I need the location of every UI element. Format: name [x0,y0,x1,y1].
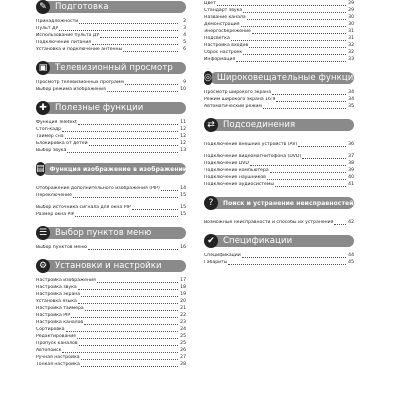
toc-entry-label: Спецификации [204,253,241,258]
toc-entry[interactable] [204,7,354,14]
page-number: 23 [180,320,186,325]
dot-leader [267,179,346,180]
section-title: Подготовка [55,2,109,12]
toc-entry[interactable] [36,211,186,218]
toc-entry[interactable] [36,32,186,39]
dot-leader [302,158,346,159]
page-number: 14 [180,186,186,191]
page-number: 30 [348,15,354,20]
toc-entry[interactable] [36,39,186,46]
page-number: 31 [348,36,354,41]
toc-entry[interactable] [204,56,354,63]
toc-entry[interactable] [204,160,354,167]
dot-leader [275,186,346,187]
toc-entry-label: Пропуск каналов [36,341,78,346]
toc-entry-label: Возможные неисправности и способы их устранения [204,220,334,225]
dot-leader [66,331,178,332]
page-number: 12 [180,127,186,132]
toc-section [36,61,186,93]
section-title: Подсоединения [223,120,296,130]
toc-entry-label: Название канала [204,15,246,20]
page-number: 24 [180,327,186,332]
dot-leader [247,19,346,20]
dot-leader [81,366,178,367]
toc-entry-label: Стоп-кадр [36,127,62,132]
toc-entry[interactable] [36,133,186,140]
toc-section [36,101,186,154]
page-number: 29 [348,1,354,6]
page-number: 30 [348,22,354,27]
dot-leader [100,37,178,38]
toc-entry[interactable] [36,305,186,312]
toc-entry[interactable] [204,89,354,96]
page-number: 11 [180,120,186,125]
toc-entry-label: Принадлежности [36,19,79,24]
plus-icon: ✚ [36,101,50,115]
toc-entry[interactable] [36,25,186,32]
page-number: 26 [180,348,186,353]
dot-leader [81,296,178,297]
check-icon: ✔ [204,234,218,248]
page-number: 13 [180,148,186,153]
toc-entry-label: Подключение наушников [204,175,266,180]
toc-entry-label: Подключение аудиосистемы [204,182,274,187]
dot-leader [73,197,178,198]
dot-leader [79,345,178,346]
page-number: 40 [348,175,354,180]
section-header [204,71,360,85]
toc-entry-label: Подключение внешних устройств (AV) [204,142,298,147]
dot-leader [107,91,178,92]
dot-leader [84,324,178,325]
toc-entry-label: Настройка каналов [36,320,84,325]
page-number: 27 [180,355,186,360]
dot-leader [270,172,346,173]
toc-entry[interactable] [36,46,186,53]
section-title: Выбор пунктов меню [55,228,152,238]
toc-entry[interactable] [204,259,354,266]
toc-entry-label: Стандарт звука [204,8,243,13]
toc-entry[interactable] [204,28,354,35]
toc-section [204,71,360,110]
dot-leader [78,124,178,125]
toc-entry-label: Выбор источника сигнала для окна PIP [36,205,131,210]
page-number: 35 [348,104,354,109]
toc-entry-label: Блокировка от детей [36,141,88,146]
toc-entry[interactable] [36,347,186,354]
toc-entry[interactable] [36,199,186,211]
dot-leader [217,5,346,6]
dot-leader [276,101,346,102]
page-number: 32 [348,50,354,55]
page-number: 31 [348,29,354,34]
toc-entry[interactable] [36,319,186,326]
section-header [36,101,186,115]
right-column [204,0,360,274]
toc-entry[interactable] [36,277,186,284]
dot-leader [123,51,178,52]
dot-leader [298,146,346,147]
toc-entry-label: Настройка таймера [36,306,84,311]
page-number: 36 [348,142,354,147]
dot-leader [77,338,178,339]
toc-entry[interactable] [36,119,186,126]
toc-section [36,226,186,251]
page-number: 12 [180,141,186,146]
dot-leader [243,54,346,55]
dot-leader [228,264,346,265]
dot-leader [125,84,178,85]
toc-entry-label: Настройка звука [36,285,77,290]
dot-leader [71,317,178,318]
section-title: Установки и настройки [55,261,162,271]
page-number: 16 [180,245,186,250]
pencil-icon: ✎ [36,0,50,14]
toc-entry[interactable] [204,136,354,148]
toc-section [36,259,186,368]
page-number: 32 [348,43,354,48]
page-number: 15 [180,193,186,198]
page-number: 25 [180,341,186,346]
toc-entry-label: Размер окна PIP [36,212,75,217]
toc-entry-label: Редактирование [36,334,77,339]
dot-leader [92,44,178,45]
toc-entry-label: Настройка входов [204,43,249,48]
dot-leader [88,249,178,250]
section-title: Телевизионный просмотр [55,63,173,73]
toc-section [36,162,207,218]
toc-entry-label: Настройка экрана [36,292,81,297]
toc-entry-label: Настройка изображения [36,278,96,283]
gear-icon: ⚙ [36,259,50,273]
page-number: 37 [348,154,354,159]
page-number: 34 [348,97,354,102]
page-number: 44 [348,253,354,258]
dot-leader [65,138,178,139]
toc-entry-label: Функция Teletext [36,120,77,125]
page-number: 19 [180,292,186,297]
section-header [36,226,186,240]
dot-leader [242,257,346,258]
toc-entry[interactable] [204,214,354,226]
toc-entry[interactable] [36,326,186,333]
toc-entry[interactable] [36,86,186,93]
toc-entry[interactable] [36,79,186,86]
page-number: 45 [348,260,354,265]
toc-entry-label: Установка языка [36,299,77,304]
toc-entry-label: Подключение видеомагнитофона (DVD) [204,154,302,159]
page-number: 17 [180,278,186,283]
section-header [36,61,186,75]
dot-leader [62,131,178,132]
section-title: Полезные функции [55,103,144,113]
toc-entry-label: Выбор режима изображения [36,87,106,92]
dot-leader [97,282,178,283]
toc-entry[interactable] [36,333,186,340]
toc-entry-label: Пульт ДУ [36,26,59,31]
toc-entry[interactable] [204,252,354,259]
toc-entry-label: Настройка PIP [36,313,71,318]
toc-entry[interactable] [204,49,354,56]
toc-entry-label: Подключение компьютера [204,168,269,173]
toc-entry[interactable] [36,192,186,199]
dot-leader [59,30,178,31]
page-number: 12 [180,134,186,139]
toc-entry-label: Режим широкого экрана 16:9 [204,97,276,102]
toc-entry[interactable] [204,42,354,49]
toc-entry[interactable] [204,21,354,28]
dot-leader [252,33,346,34]
page-number: 4 [183,33,186,38]
page-number: 25 [180,334,186,339]
toc-entry[interactable] [36,284,186,291]
section-header [204,196,354,210]
toc-section [204,196,354,226]
dot-leader [85,310,178,311]
toc-entry-label: Установка и подключение антенны [36,47,123,52]
toc-entry[interactable] [36,340,186,347]
toc-entry[interactable] [36,244,186,251]
toc-entry[interactable] [36,18,186,25]
page-number: 41 [348,182,354,187]
toc-section [36,0,186,53]
page-number: 15 [180,212,186,217]
dot-leader [81,359,178,360]
dot-leader [243,12,346,13]
toc-entry-label: Просмотр широкого экрана [204,90,272,95]
toc-entry-label: Просмотр телевизионных программ [36,80,124,85]
toc-section [204,0,354,63]
dot-leader [241,26,346,27]
left-column [36,0,207,376]
toc-entry[interactable] [204,35,354,42]
section-title: Функция изображение в изображении (PIP) [49,165,207,173]
toc-entry[interactable] [204,148,354,160]
page-number: 22 [180,313,186,318]
toc-entry[interactable] [36,361,186,368]
dot-leader [78,289,178,290]
page-number: 9 [183,80,186,85]
toc-section [204,234,354,266]
toc-entry-label: Ручная настройка [36,355,80,360]
toc-entry-label: Энергосбережение [204,29,251,34]
page-number: 5 [183,40,186,45]
toc-entry[interactable] [204,103,354,110]
toc-entry[interactable] [204,0,354,7]
dot-leader [334,224,346,225]
toc-entry-label: Тонкая настройка [36,362,80,367]
page-number: 34 [348,90,354,95]
menu-icon: ☰ [36,226,50,240]
page-number: 2 [183,19,186,24]
dot-leader [249,47,346,48]
dot-leader [67,152,178,153]
toc-entry[interactable] [36,312,186,319]
page-number: 21 [180,306,186,311]
page-number: 33 [348,57,354,62]
toc-entry-label: Автоматический режим [204,104,262,109]
broadcast-icon: ◎ [204,73,212,83]
dot-leader [79,23,178,24]
section-title: Широковещательные функции [216,73,360,83]
toc-entry-label: Подключение DVD [204,161,249,166]
question-icon: ? [204,196,218,210]
dot-leader [132,209,178,210]
toc-entry-label: Отображение дополнительного изображения (PIP) [36,186,160,191]
toc-entry[interactable] [36,126,186,133]
toc-entry[interactable] [36,147,186,154]
page-number: 6 [183,47,186,52]
section-title: Поиск и устранение неисправностей [223,199,354,207]
toc-entry-label: Подсветка [204,36,230,41]
dot-leader [75,216,178,217]
pip-icon: ▤ [36,164,45,174]
dot-leader [272,94,346,95]
toc-entry[interactable] [204,174,354,181]
dot-leader [231,40,346,41]
page-number: 20 [180,299,186,304]
toc-entry[interactable] [204,96,354,103]
toc-entry-label: Автопоиск [36,348,62,353]
page-number: 38 [348,161,354,166]
connection-icon: ⇄ [204,118,218,132]
dot-leader [161,190,178,191]
toc-entry-label: Выбор звука [36,148,67,153]
toc-entry-label: Выбор пунктов меню [36,245,88,250]
toc-entry-label: Использование пульта ДУ [36,33,100,38]
dot-leader [89,145,178,146]
section-header [204,118,354,132]
toc-entry-label: Цвет [204,1,216,6]
section-header [204,234,354,248]
section-header [36,259,186,273]
toc-entry[interactable] [204,181,354,188]
toc-entry[interactable] [36,180,186,192]
dot-leader [236,61,346,62]
toc-entry-label: Информация [204,57,236,62]
page-number: 10 [180,87,186,92]
page-number: 18 [180,285,186,290]
toc-entry-label: Таймер сна [36,134,64,139]
page-number: 3 [183,26,186,31]
section-header [36,162,207,176]
toc-entry-label: Подключение питания [36,40,92,45]
dot-leader [62,352,178,353]
toc-entry-label: Сброс настроек [204,50,243,55]
toc-section [204,118,354,188]
toc-entry[interactable] [204,167,354,174]
page-number: 42 [348,220,354,225]
toc-entry-label: Демонстрация [204,22,240,27]
tv-icon: ▣ [36,61,50,75]
page-number: 29 [348,8,354,13]
toc-entry[interactable] [204,14,354,21]
page-number: 28 [180,362,186,367]
dot-leader [250,165,346,166]
section-title: Спецификации [223,236,293,246]
dot-leader [78,303,178,304]
section-header [36,0,186,14]
page-number: 39 [348,168,354,173]
dot-leader [263,108,346,109]
toc-entry-label: Переключение [36,193,72,198]
page-number: 15 [180,205,186,210]
toc-entry-label: Габариты [204,260,228,265]
toc-entry[interactable] [36,298,186,305]
toc-entry[interactable] [36,354,186,361]
toc-entry-label: Сортировка [36,327,65,332]
toc-entry[interactable] [36,140,186,147]
toc-entry[interactable] [36,291,186,298]
